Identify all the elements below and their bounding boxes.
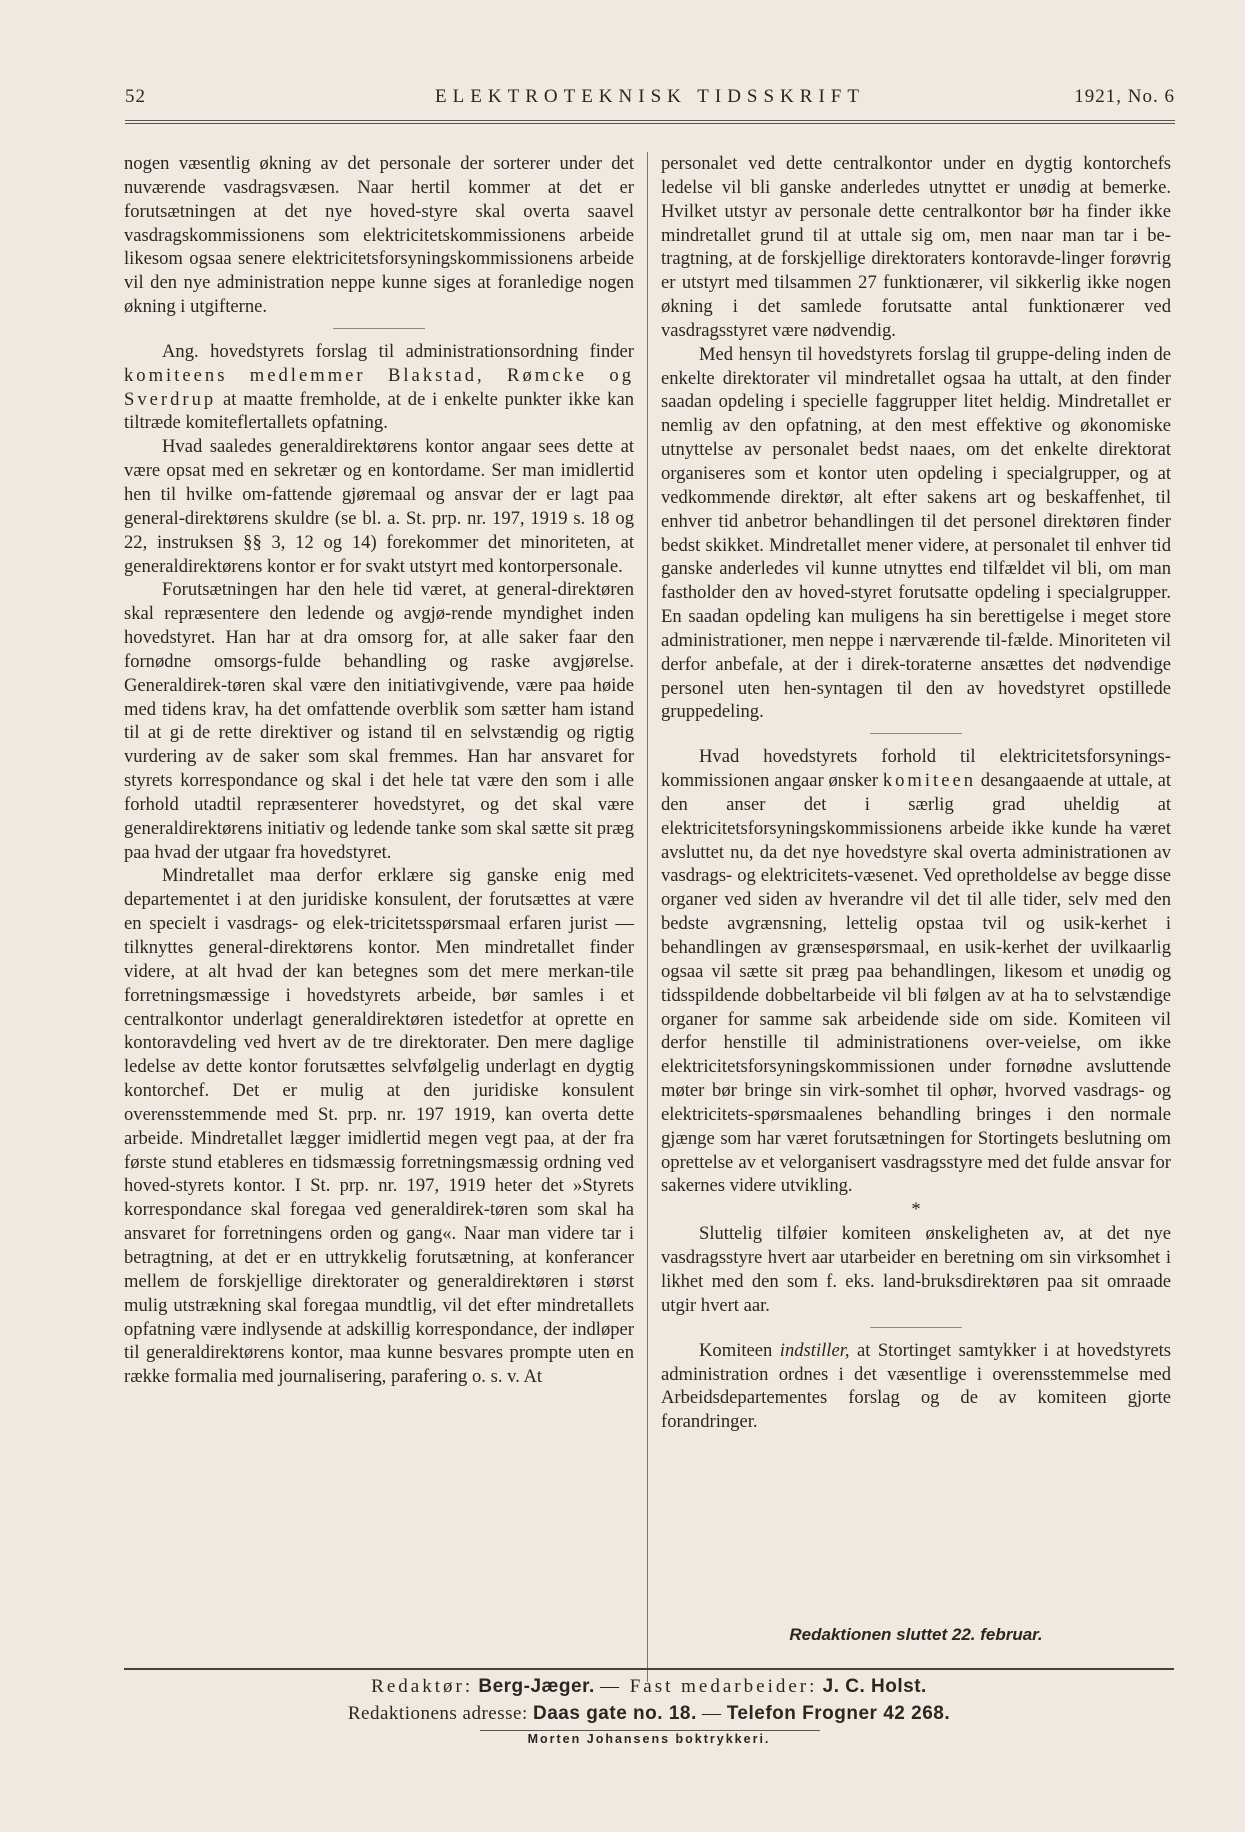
- paragraph: personalet ved dette centralkontor under en dygtig kontorchefs ledelse vil bli ganske anderledes utnyttet er unødig at bemerke. Hvilket utstyr av personale dette centralkontor bør ha finder ikke mindretallet grund til at uttale sig om, men naar man tar i be-tragtning, at de forskjellige direktoraters kontoravde-linger forøvrig er utstyrt med tilsammen 27 funktionærer, vil sikkerlig ikke nogen økning i det samlede forutsatte antal funktionærer ved vasdragsstyret være nødvendig.: [661, 153, 1171, 341]
- issue-label: 1921, No. 6: [1074, 86, 1175, 107]
- paragraph: Forutsætningen har den hele tid været, at general-direktøren skal repræsentere den ledende og avgjø-rende myndighet inden hovedstyret. Han har at dra omsorg for, at alle saker faar den fornødne omsorgs-fulde behandling og raske avgjørelse. Generaldirek-tøren skal være den initiativgivende, være paa høide med tidens krav, ha det omfattende overblik som sætter ham istand til at gi de rette direktiver og istand til en selvstændig og rigtig vurdering av de saker som skal fremmes. Han har ansvaret for styrets korrespondance og skal i det hele tat være den som i alle forhold utadtil repræsenterer hovedstyret, og det skal være generaldirektørens initiativ og ledende tanke som skal sætte sit præg paa hvad der utgaar fra hovedstyret.: [124, 579, 634, 863]
- paragraph: Ang. hovedstyrets forslag til administrationsordning finder komiteens medlemmer Blakstad, Rømcke og Sverdrup at maatte fremholde, at de i enkelte punkter ikke kan tiltræde komiteflertallets opfatning.: [124, 340, 634, 434]
- paragraph: Mindretallet maa derfor erklære sig ganske enig med departementet i at den juridiske konsulent, der forutsættes at være en specielt i vasdrags- og elek-tricitetsspørsmaal erfaren jurist — tilknyttes general-direktørens kontor. Men mindretallet finder videre, at alt hvad der kan betegnes som det mere merkan-tile forretningsmæssige i hovedstyrets arbeide, bør samles i et centralkontor underlagt generaldirektøren istedetfor at oprette en kontoravdeling ved hvert av de tre direktorater. Den mere daglige ledelse av dette kontor forutsættes selvfølgelig underlagt en dygtig kontorchef. Det er mulig at den juridiske konsulent overensstemmende med St. prp. nr. 197 1919, kan overta dette arbeide. Mindretallet lægger imidlertid megen vegt paa, at der fra første stund etableres en tidsmæssig forretningsmæssig ordning ved hoved-styrets kontor. I St. prp. nr. 197, 1919 heter det »Styrets korrespondance skal foregaa ved generaldirek-tøren som skal ha ansvaret for forretningens orden og gang«. Naar man videre tar i betragtning, at det er en uttrykkelig forutsætning, at konferancer mellem de forskjellige direktorater og generaldirektøren i størst mulig utstrækning skal foregaa mundtlig, vil det efter mindretallets opfatning være indlysende at adskillig korrespondance, der indløper til generaldirektørens kontor, maa kunne besvares prompte uten en række formalia med journalisering, parafering o. s. v. At: [124, 865, 634, 1388]
- editor-name: Berg-Jæger.: [478, 1676, 595, 1697]
- paragraph: Hvad saaledes generaldirektørens kontor angaar sees dette at være opsat med en sekretær og en kontordame. Ser man imidlertid hen til hvilke om-fattende gjøremaal og ansvar der er lagt paa general-direktørens skuldre (se bl. a. St. prp. nr. 197, 1919 s. 18 og 22, instruksen §§ 3, 12 og 14) forekommer det minoriteten, at generaldirektørens kontor er for svakt utstyrt med kontorpersonale.: [124, 436, 634, 577]
- paragraph: Hvad hovedstyrets forhold til elektricitetsforsynings-kommissionen angaar ønsker komiteen desangaaende at uttale, at den anser det i særlig grad uheldig at elektricitetsforsyningskommissionens arbeide ikke kunde ha været avsluttet nu, da det nye hovedstyre skal overta administrationen av vasdrags- og elektricitets-væsenet. Ved opretholdelse av begge disse organer ved siden av hverandre vil det til alle tider, selv med den bedste avgrænsning, lettelig opstaa tvil og usik-kerhet i behandlingen av grænsespørsmaal, en usik-kerhet der uvilkaarlig ogsaa vil sætte sit præg paa behandlingen, likesom et unødig og tidsspildende dobbeltarbeide vil bli følgen av at ha to selvstændige organer for samme sak arbeidende side om side. Komiteen vil derfor henstille til administrationens over-veielse, om ikke elektricitetsforsyningskommissionen under fornødne avsluttende møter bør bringe sin virk-somhet til ophør, hvorved vasdrags- og elektricitets-spørsmaalenes behandling bringes i den normale gjænge som har været forutsætningen for Stortingets beslutning om oprettelse av et velorganisert vasdragsstyre med det fulde ansvar for sakernes videre utvikling.: [661, 746, 1171, 1197]
- running-header: [125, 86, 1175, 114]
- right-column: [661, 152, 1171, 1434]
- address: Daas gate no. 18.: [533, 1703, 697, 1724]
- phone: Telefon Frogner 42 268.: [726, 1703, 951, 1724]
- paragraph: Sluttelig tilføier komiteen ønskeligheten av, at det nye vasdragsstyre hvert aar utarbeider en beretning om sin virksomhet i likhet med den som f. eks. land-bruksdirektøren paa sit omraade utgir hvert aar.: [661, 1223, 1171, 1316]
- footer-rule: [124, 1668, 1174, 1670]
- paragraph: nogen væsentlig økning av det personale der sorterer under det nuværende vasdragsvæsen. Naar hertil kommer at det er forutsætningen at det nye hoved-styre skal overta saavel vasdragskommissionens som elektricitetskommissionens arbeide likesom ogsaa senere elektricitetsforsyningskommissionens arbeide vil den nye administration neppe kunne siges at foranledige nogen økning i utgifterne.: [124, 153, 634, 318]
- paragraph: Komiteen indstiller, at Stortinget samtykker i at hovedstyrets administration ordnes i det væsentlige i overensstemmelse med Arbeidsdepartementes forslag og de av komiteen gjorte forandringer.: [661, 1339, 1171, 1433]
- header-rule: [125, 120, 1175, 124]
- column-divider: [647, 152, 648, 1682]
- closing-note: Redaktionen sluttet 22. februar.: [789, 1625, 1043, 1644]
- address-line: Redaktionens adresse: Daas gate no. 18. — Telefon Frogner 42 268.: [347, 1703, 951, 1724]
- section-separator: [333, 328, 425, 329]
- spaced-emphasis: komiteen: [882, 770, 977, 792]
- printer-rule: [480, 1730, 820, 1731]
- section-separator: [870, 733, 962, 734]
- editor-line: Redaktør: Berg-Jæger. — Fast medarbeider: J. C. Holst.: [371, 1676, 927, 1697]
- spaced-emphasis: komiteens medlemmer Blakstad, Rømcke og Sverdrup: [124, 364, 634, 410]
- co-editor-name: J. C. Holst.: [822, 1676, 927, 1697]
- left-column: [124, 152, 634, 1389]
- printer-credit: Morten Johansens boktrykkeri.: [527, 1732, 771, 1746]
- paragraph: Med hensyn til hovedstyrets forslag til gruppe-deling inden de enkelte direktorater vil mindretallet ogsaa ha uttalt, at den finder saadan opdeling i specielle faggrupper litet heldig. Mindretallet er nemlig av den opfatning, at den mest effektive og økonomiske utnyttelse av personalet bedst naaes, om det enkelte direktorat organiseres som et kontor uten opdeling i specialgrupper, og at vedkommende direktør, alt efter sakens art og beskaffenhet, til enhver tid anbetror behandlingen til det personel direktøren finder bedst skikket. Mindretallet mener videre, at personalet til enhver tid ganske anderledes vil kunne utnyttes end tilfældet vil bli, om man fastholder den av hoved-styret forutsatte opdeling i specialgrupper. En saadan opdeling kan muligens ha sin berettigelse i meget store administrationer, men neppe i nærværende til-fælde. Minoriteten vil derfor anbefale, at der i direk-toraterne ansættes det nødvendige personel uten hen-syntagen til den av hovedstyret opstillede gruppedeling.: [661, 343, 1171, 723]
- asterisk-separator: *: [911, 1199, 921, 1221]
- section-separator: [870, 1327, 962, 1328]
- italic-emphasis: indstiller,: [779, 1339, 850, 1361]
- page-number: 52: [125, 86, 146, 107]
- journal-title: ELEKTROTEKNISK TIDSSKRIFT: [435, 86, 865, 107]
